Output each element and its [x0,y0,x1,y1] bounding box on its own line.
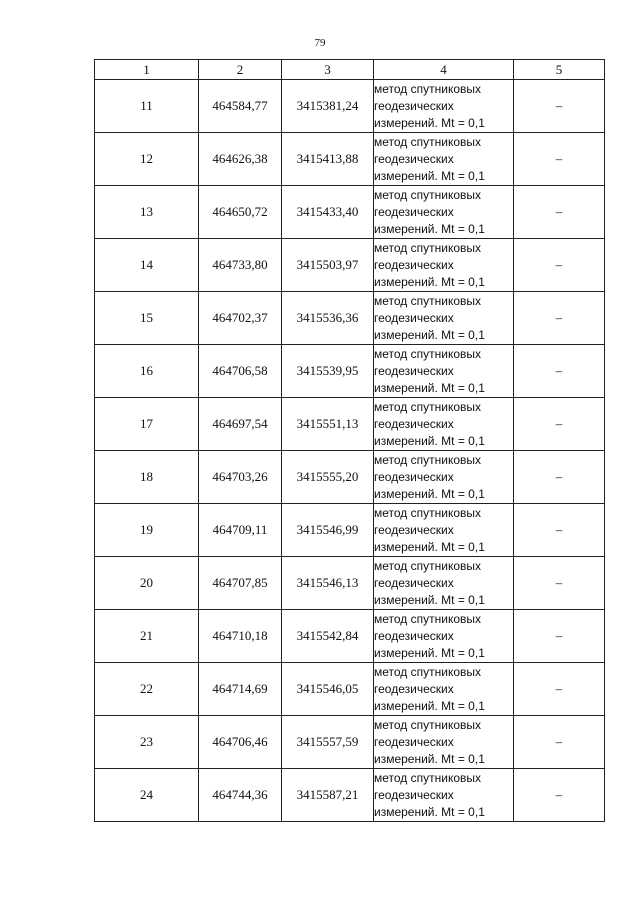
point-number: 11 [95,80,199,133]
method-line-2: геодезических [374,98,454,113]
description-dash: – [514,663,605,716]
method-description [374,716,514,769]
point-number: 14 [95,239,199,292]
method-description [374,186,514,239]
coordinate-x: 464706,46 [199,716,282,769]
table-row [95,186,605,239]
table-header-row [95,60,605,80]
method-line-2: геодезических [374,257,454,272]
coordinate-x: 464697,54 [199,398,282,451]
description-dash: – [514,716,605,769]
table-row [95,557,605,610]
point-number: 15 [95,292,199,345]
table-body [95,80,605,822]
coordinate-y: 3415557,59 [282,716,374,769]
method-description [374,133,514,186]
method-line-1: метод спутниковых [374,664,482,679]
description-dash: – [514,610,605,663]
coordinate-y: 3415546,05 [282,663,374,716]
method-line-2: геодезических [374,628,454,643]
coordinate-y: 3415546,99 [282,504,374,557]
table-row [95,80,605,133]
method-line-1: метод спутниковых [374,717,482,732]
table-row [95,451,605,504]
method-line-1: метод спутниковых [374,134,482,149]
method-description [374,80,514,133]
coordinate-x: 464707,85 [199,557,282,610]
table-row [95,292,605,345]
coordinate-y: 3415413,88 [282,133,374,186]
coordinate-x: 464733,80 [199,239,282,292]
table-row [95,663,605,716]
description-dash: – [514,292,605,345]
method-line-3: измерений. Mt = 0,1 [374,327,485,342]
method-description [374,292,514,345]
method-line-2: геодезических [374,151,454,166]
method-line-2: геодезических [374,363,454,378]
column-header-1: 1 [95,60,199,80]
description-dash: – [514,451,605,504]
page-number: 79 [314,37,326,49]
coordinate-y: 3415587,21 [282,769,374,822]
method-line-2: геодезических [374,681,454,696]
coordinates-table [94,59,605,822]
point-number: 17 [95,398,199,451]
table-row [95,716,605,769]
point-number: 20 [95,557,199,610]
coordinate-y: 3415539,95 [282,345,374,398]
point-number: 18 [95,451,199,504]
method-line-1: метод спутниковых [374,505,482,520]
coordinate-x: 464703,26 [199,451,282,504]
point-number: 24 [95,769,199,822]
method-description [374,504,514,557]
method-description [374,557,514,610]
method-line-1: метод спутниковых [374,770,482,785]
coordinate-y: 3415555,20 [282,451,374,504]
coordinate-x: 464710,18 [199,610,282,663]
method-line-1: метод спутниковых [374,240,482,255]
method-line-2: геодезических [374,469,454,484]
table-row [95,345,605,398]
method-line-3: измерений. Mt = 0,1 [374,433,485,448]
description-dash: – [514,398,605,451]
table-row [95,398,605,451]
point-number: 13 [95,186,199,239]
coordinate-y: 3415381,24 [282,80,374,133]
description-dash: – [514,80,605,133]
description-dash: – [514,345,605,398]
method-line-2: геодезических [374,310,454,325]
description-dash: – [514,186,605,239]
coordinate-y: 3415551,13 [282,398,374,451]
table-row [95,610,605,663]
method-line-3: измерений. Mt = 0,1 [374,592,485,607]
method-line-3: измерений. Mt = 0,1 [374,645,485,660]
description-dash: – [514,504,605,557]
method-description [374,398,514,451]
method-line-3: измерений. Mt = 0,1 [374,486,485,501]
point-number: 23 [95,716,199,769]
method-line-1: метод спутниковых [374,558,482,573]
coordinate-x: 464714,69 [199,663,282,716]
column-header-2: 2 [199,60,282,80]
point-number: 12 [95,133,199,186]
point-number: 16 [95,345,199,398]
method-description [374,239,514,292]
method-description [374,769,514,822]
method-line-3: измерений. Mt = 0,1 [374,751,485,766]
table-row [95,239,605,292]
method-line-1: метод спутниковых [374,293,482,308]
description-dash: – [514,769,605,822]
coordinate-y: 3415503,97 [282,239,374,292]
coordinate-x: 464744,36 [199,769,282,822]
method-line-3: измерений. Mt = 0,1 [374,698,485,713]
method-line-3: измерений. Mt = 0,1 [374,274,485,289]
method-line-1: метод спутниковых [374,452,482,467]
coordinate-x: 464706,58 [199,345,282,398]
coordinate-y: 3415542,84 [282,610,374,663]
method-line-3: измерений. Mt = 0,1 [374,380,485,395]
method-line-1: метод спутниковых [374,399,482,414]
method-line-1: метод спутниковых [374,611,482,626]
coordinate-y: 3415536,36 [282,292,374,345]
column-header-3: 3 [282,60,374,80]
point-number: 21 [95,610,199,663]
coordinate-x: 464702,37 [199,292,282,345]
point-number: 19 [95,504,199,557]
coordinate-x: 464584,77 [199,80,282,133]
method-line-3: измерений. Mt = 0,1 [374,221,485,236]
description-dash: – [514,557,605,610]
method-line-1: метод спутниковых [374,187,482,202]
column-header-4: 4 [374,60,514,80]
coordinate-x: 464650,72 [199,186,282,239]
description-dash: – [514,239,605,292]
method-line-2: геодезических [374,204,454,219]
method-line-3: измерений. Mt = 0,1 [374,168,485,183]
method-line-3: измерений. Mt = 0,1 [374,115,485,130]
description-dash: – [514,133,605,186]
coordinate-x: 464626,38 [199,133,282,186]
method-line-1: метод спутниковых [374,346,482,361]
coordinate-x: 464709,11 [199,504,282,557]
method-line-2: геодезических [374,522,454,537]
method-description [374,663,514,716]
coordinate-y: 3415433,40 [282,186,374,239]
method-line-2: геодезических [374,734,454,749]
coordinate-y: 3415546,13 [282,557,374,610]
method-line-1: метод спутниковых [374,81,482,96]
table-row [95,769,605,822]
method-line-2: геодезических [374,787,454,802]
column-header-5: 5 [514,60,605,80]
method-line-2: геодезических [374,416,454,431]
method-description [374,610,514,663]
table-row [95,133,605,186]
point-number: 22 [95,663,199,716]
method-line-3: измерений. Mt = 0,1 [374,539,485,554]
method-description [374,451,514,504]
method-line-3: измерений. Mt = 0,1 [374,804,485,819]
table-row [95,504,605,557]
method-line-2: геодезических [374,575,454,590]
method-description [374,345,514,398]
